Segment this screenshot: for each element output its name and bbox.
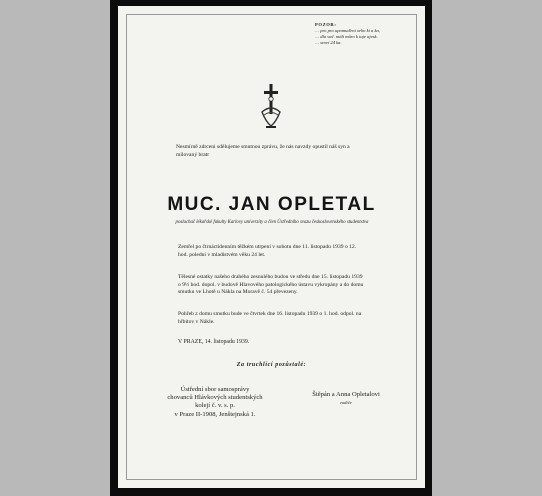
cross-with-wreath-icon — [256, 82, 286, 130]
signature-line: kolejí č. v. s. p. — [195, 402, 235, 410]
signature-line: v Praze II-1908, Jenštejnská 1. — [174, 410, 256, 418]
notice-line: … dla vač. máli můro k tuje ajvsk. — [315, 34, 378, 39]
signature-role: rodiče — [340, 400, 352, 406]
place-date: V PRAZE, 14. listopadu 1939. — [178, 339, 250, 345]
deceased-subtitle: posluchač lékařské fakulty Karlovy univerzity a člen Ústředního svazu československého studentstva — [175, 220, 369, 225]
deceased-name: MUC. JAN OPLETAL — [167, 194, 376, 215]
intro-text: Nesmírně zdrceni sdělujeme smutnou zprávu, že nás navzdy opustil náš syn a milovaný bratr — [176, 144, 350, 158]
death-paragraph: Zemřel po čtrnáctidenním těžkém utrpení v sobotu dne 11. listopadu 1939 o 12. hod. polední v mladistvém věku 24 let. — [178, 244, 357, 258]
signature-line: Ústřední sbor samosprávy — [180, 386, 250, 393]
funeral-paragraph: Tělesné ostatky našeho drahého zesnulého budou ve středu dne 15. listopadu 1939 o 9½ hod. dopol. v budově Hlavového patologického ústavu vykropány a do domu smutku ve Lhotě u Nákla na Moravě č. 54 převezeny. — [178, 274, 364, 296]
mourners-label: Za truchlící pozůstalé: — [236, 362, 307, 368]
burial-paragraph: Pohřeb z domu smutku bude ve čtvrtek dne 16. listopadu 1939 o 1. hod. odpol. na hřbitov v Nákle. — [178, 311, 362, 325]
signature-left — [156, 386, 274, 419]
obituary-sheet — [118, 6, 425, 488]
notice-heading: POZOR: — [315, 22, 337, 27]
notice-line: … sroví 24 ka. — [315, 40, 342, 45]
notice-box — [315, 22, 411, 46]
signature-line: chovanců Hlávkových studentských — [167, 394, 263, 402]
signature-line: Štěpán a Anna Opletalovi — [312, 391, 380, 398]
signature-right — [296, 391, 396, 407]
notice-line: … pro pro upomuďeni orko ki a ka, — [315, 28, 380, 33]
